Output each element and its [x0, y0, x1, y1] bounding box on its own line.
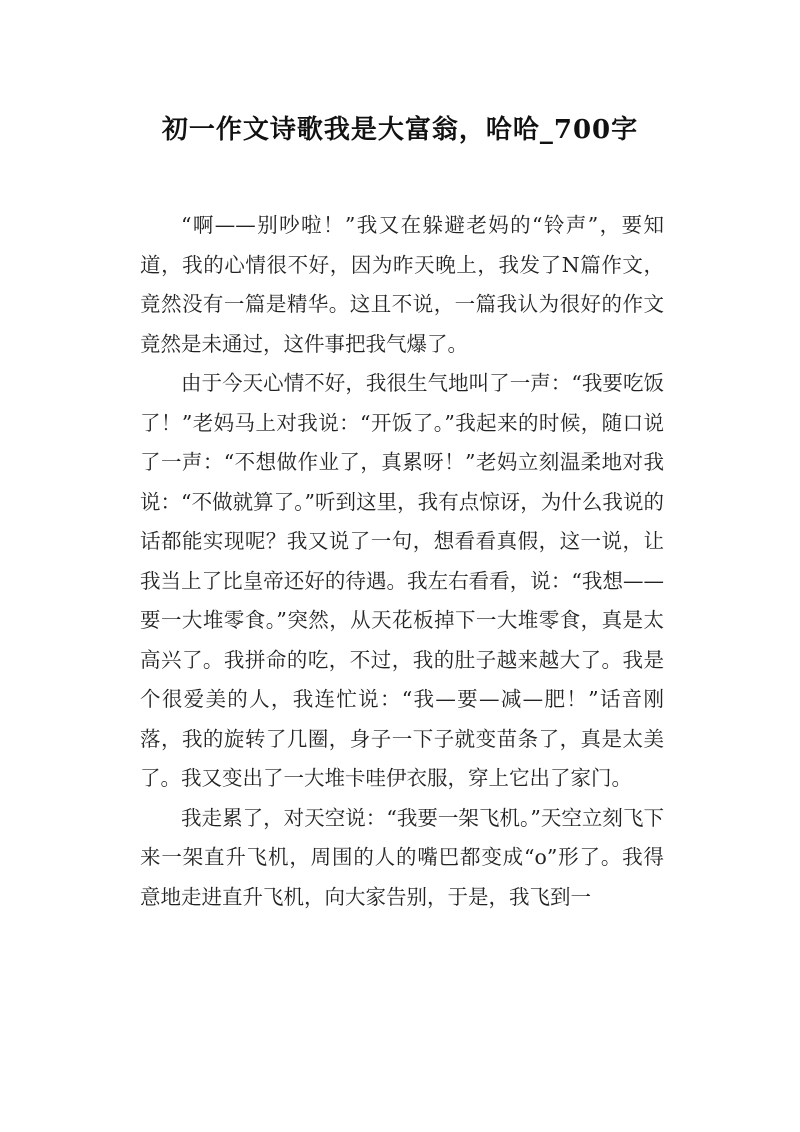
document-title: 初一作文诗歌我是大富翁，哈哈_700字: [161, 115, 639, 145]
paragraph-2: 由于今天心情不好，我很生气地叫了一声：“我要吃饭了！”老妈马上对我说：“开饭了。”我起来的时候，随口说了一声：“不想做作业了，真累呀！”老妈立刻温柔地对我说：“不做就算了。”听到这里，我有点惊讶，为什么我说的话都能实现呢？我又说了一句，想看看真假，这一说，让我当上了比皇帝还好的待遇。我左右看看，说：“我想——要一大堆零食。”突然，从天花板掉下一大堆零食，真是太高兴了。我拼命的吃，不过，我的肚子越来越大了。我是个很爱美的人，我连忙说：“我—要—减—肥！”话音刚落，我的旋转了几圈，身子一下子就变苗条了，真是太美了。我又变出了一大堆卡哇伊衣服，穿上它出了家门。: [140, 371, 664, 790]
document-body: [140, 206, 664, 917]
paragraph-3: 我走累了，对天空说：“我要一架飞机。”天空立刻飞下来一架直升飞机，周围的人的嘴巴都变成“o”形了。我得意地走进直升飞机，向大家告别，于是，我飞到一: [140, 805, 664, 909]
paragraph-1: “啊——别吵啦！”我又在躲避老妈的“铃声”，要知道，我的心情很不好，因为昨天晚上，我发了N篇作文，竟然没有一篇是精华。这且不说，一篇我认为很好的作文竟然是未通过，这件事把我气爆了。: [140, 213, 664, 356]
